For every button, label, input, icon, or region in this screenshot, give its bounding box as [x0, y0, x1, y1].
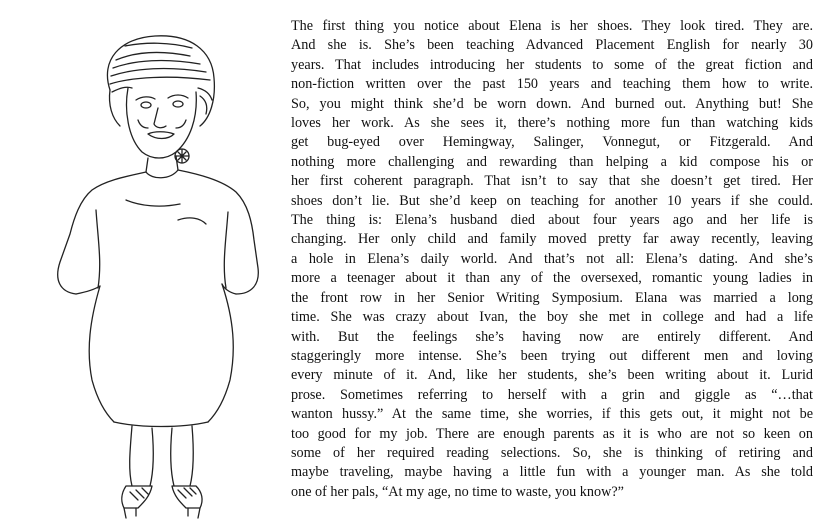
paragraph-line: a hole in Elena’s daily world. And that’s not all: Elena’s dating. And she’s	[291, 250, 813, 267]
paragraph-line: changing. Her only child and family moved pretty far away recently, leaving	[291, 231, 813, 248]
paragraph-line: non-fiction written over the past 150 years and teaching them how to write.	[291, 76, 813, 93]
paragraph-line: years. That includes introducing her students to some of the great fiction and	[291, 56, 813, 73]
paragraph-line: some of her required reading selections. So, she is thinking of retiring and	[291, 444, 813, 461]
paragraph-line: shoes don’t lie. But she’d keep on teaching for another 10 years if she could.	[291, 192, 813, 209]
paragraph-line: one of her pals, “At my age, no time to waste, you know?”	[291, 483, 624, 500]
story-paragraph	[291, 17, 813, 502]
paragraph-line: The first thing you notice about Elena is her shoes. They look tired. They are.	[291, 18, 813, 34]
paragraph-line: The thing is: Elena’s husband died about four years ago and her life is	[291, 212, 813, 229]
paragraph-line: the front row in her Senior Writing Symposium. Elana was married a long	[291, 289, 813, 306]
paragraph-line: more a teenager about it than any of the oversexed, romantic young ladies in	[291, 270, 813, 287]
paragraph-line: time. She was crazy about Ivan, the boy she met in college and had a life	[291, 309, 813, 326]
paragraph-line: maybe traveling, maybe having a little fun with a younger man. As she told	[291, 464, 813, 481]
paragraph-line: every minute of it. And, like her students, she’s been writing about it. Lurid	[291, 367, 813, 384]
paragraph-line: wanton hussy.” At the same time, she worries, if this gets out, it might not be	[291, 406, 813, 423]
paragraph-line: her first coherent paragraph. That isn’t to say that she doesn’t get tired. Her	[291, 173, 813, 190]
paragraph-line: get bug-eyed over Hemingway, Salinger, Vonnegut, or Fitzgerald. And	[291, 134, 813, 151]
hair	[107, 36, 214, 126]
brooch	[175, 149, 189, 163]
paragraph-line: nothing more challenging and rewarding than helping a kid compose his or	[291, 153, 813, 170]
paragraph-line: So, you might think she’d be worn down. And burned out. Anything but! She	[291, 95, 813, 112]
paragraph-line: too good for my job. There are enough parents as it is who are not so keen on	[291, 425, 813, 442]
body	[58, 156, 259, 427]
shoes	[122, 486, 202, 518]
paragraph-line: And she is. She’s been teaching Advanced Placement English for nearly 30	[291, 37, 813, 54]
paragraph-line: with. But the feelings she’s having now are entirely different. And	[291, 328, 813, 345]
legs	[130, 426, 194, 486]
paragraph-line: loves her work. As she sees it, there’s nothing more fun than watching kids	[291, 115, 813, 132]
woman-sketch-illustration	[40, 30, 270, 520]
paragraph-line: staggeringly more intense. She’s been trying out different men and loving	[291, 347, 813, 364]
face	[127, 88, 197, 158]
paragraph-line: prose. Sometimes referring to herself with a grin and giggle as “…that	[291, 386, 813, 403]
